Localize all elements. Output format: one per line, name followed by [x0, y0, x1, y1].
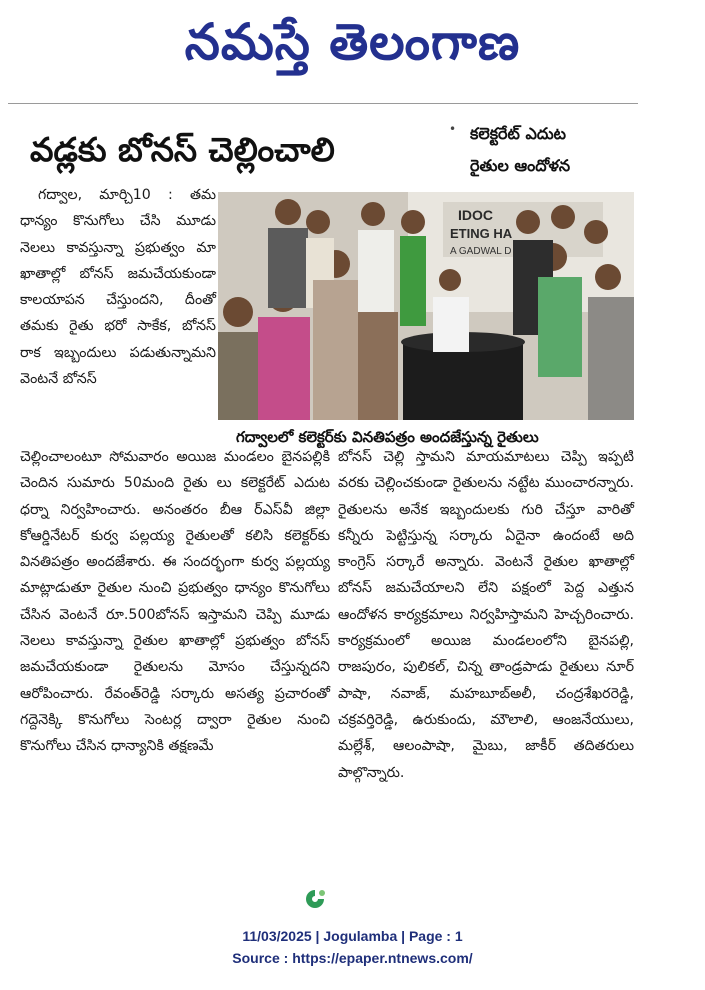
subheadline-line-1: కలెక్టరేట్ ఎదుట: [470, 124, 567, 143]
article-subheadline: [470, 118, 670, 182]
masthead-divider: [8, 103, 638, 104]
article-headline: వడ్లకు బోనస్ చెల్లించాలి: [30, 130, 335, 169]
footer-source-link[interactable]: Source : https://epaper.ntnews.com/: [232, 950, 473, 966]
farmers-photo-illustration: [218, 192, 634, 420]
banner-text-2: ETING HA: [450, 226, 513, 241]
subheadline-bullet: •: [449, 122, 457, 136]
publisher-logo-icon: [302, 888, 328, 910]
article-photo: [218, 192, 634, 420]
banner-text-3: A GADWAL D: [450, 246, 512, 257]
footer-edition-info: 11/03/2025 | Jogulamba | Page : 1: [242, 928, 463, 944]
article-column-right: [338, 444, 634, 786]
newspaper-title: నమస్తే తెలంగాణ: [184, 12, 521, 71]
article-paragraph: గద్వాల, మార్చి10 : తమ ధాన్యం కొనుగోలు చేసి మూడు నెలలు కావస్తున్నా ప్రభుత్వం మా ఖాతాల్లో బోనస్ జమచేయకుండా కాలయాపన చేస్తుందని, దీంతో తమకు రైతు భరో సాకేక, బోనస్ రాక ఇబ్బందులు పడుతున్నామని వెంటనే బోనస్: [20, 187, 216, 388]
photo-caption: గద్వాలలో కలెక్టర్‌కు వినతిపత్రం అందజేస్తున్న రైతులు: [236, 428, 539, 446]
article-paragraph: బోనస్ చెల్లి స్తామని మాయమాటలు చెప్పి ఇప్పటి వరకు చెల్లించకుండా రైతులను నట్టేట ముంచారన్నారు. రైతులను అనేక ఇబ్బందులకు గురి చేస్తూ వారితో కన్నీరు పెట్టిస్తున్న సర్కారు ఏదైనా ఉందంటే అది కాంగ్రెస్ సర్కారే అన్నారు. వెంటనే రైతుల ఖాతాల్లో బోనస్ జమచేయాలని లేని పక్షంలో పెద్ద ఎత్తున ఆందోళన కార్యక్రమాలు నిర్వహిస్తామని హెచ్చరించారు. కార్యక్రమంలో అయిజ మండలంలోని బైనపల్లి, రాజపురం, పులికల్, చిన్న తాండ్రపాడు రైతులు నూర్ పాషా, నవాజ్, మహబూబ్‌అలీ, చంద్రశేఖరరెడ్డి, చక్రవర్తిరెడ్డి, ఉరుకుందు, మౌలాలి, ఆంజనేయులు, మల్లేశ్, ఆలంపాషా, మైబు, జాకీర్ తదితరులు పాల్గొన్నారు.: [338, 449, 634, 781]
subheadline-line-2: రైతుల ఆందోళన: [470, 156, 571, 175]
article-column-left: [20, 444, 330, 760]
article-paragraph: చెల్లించాలంటూ సోమవారం అయిజ మండలం బైనపల్లికి చెందిన సుమారు 50మంది రైతు లు కలెక్టరేట్ ఎదుట ధర్నా నిర్వహించారు. అనంతరం బీఆ ర్ఎస్‌వీ జిల్లా కోఆర్డినేటర్ కుర్వ పల్లయ్య రైతులతో కలిసి కలెక్టర్‌కు వినతిపత్రం అందజేశారు. ఈ సందర్భంగా కుర్వ పల్లయ్య మాట్లాడుతూ రైతుల నుంచి ప్రభుత్వం ధాన్యం కొనుగోలు చేసిన వెంటనే రూ.500బోనస్ ఇస్తామని చెప్పి మూడు నెలలు కావస్తున్నా రైతుల ఖాతాల్లో ప్రభుత్వం బోనస్ జమచేయకుండా రైతులను మోసం చేస్తున్నదని ఆరోపించారు. రేవంత్‌రెడ్డి సర్కారు అసత్య ప్రచారంతో గద్దెనెక్కి కొనుగోలు సెంటర్ల ద్వారా రైతుల నుంచి కొనుగోలు చేసిన ధాన్యానికి తక్షణమే: [20, 449, 330, 755]
article-column-intro: [20, 182, 216, 392]
masthead: [0, 0, 705, 100]
banner-text-1: IDOC: [458, 207, 493, 223]
